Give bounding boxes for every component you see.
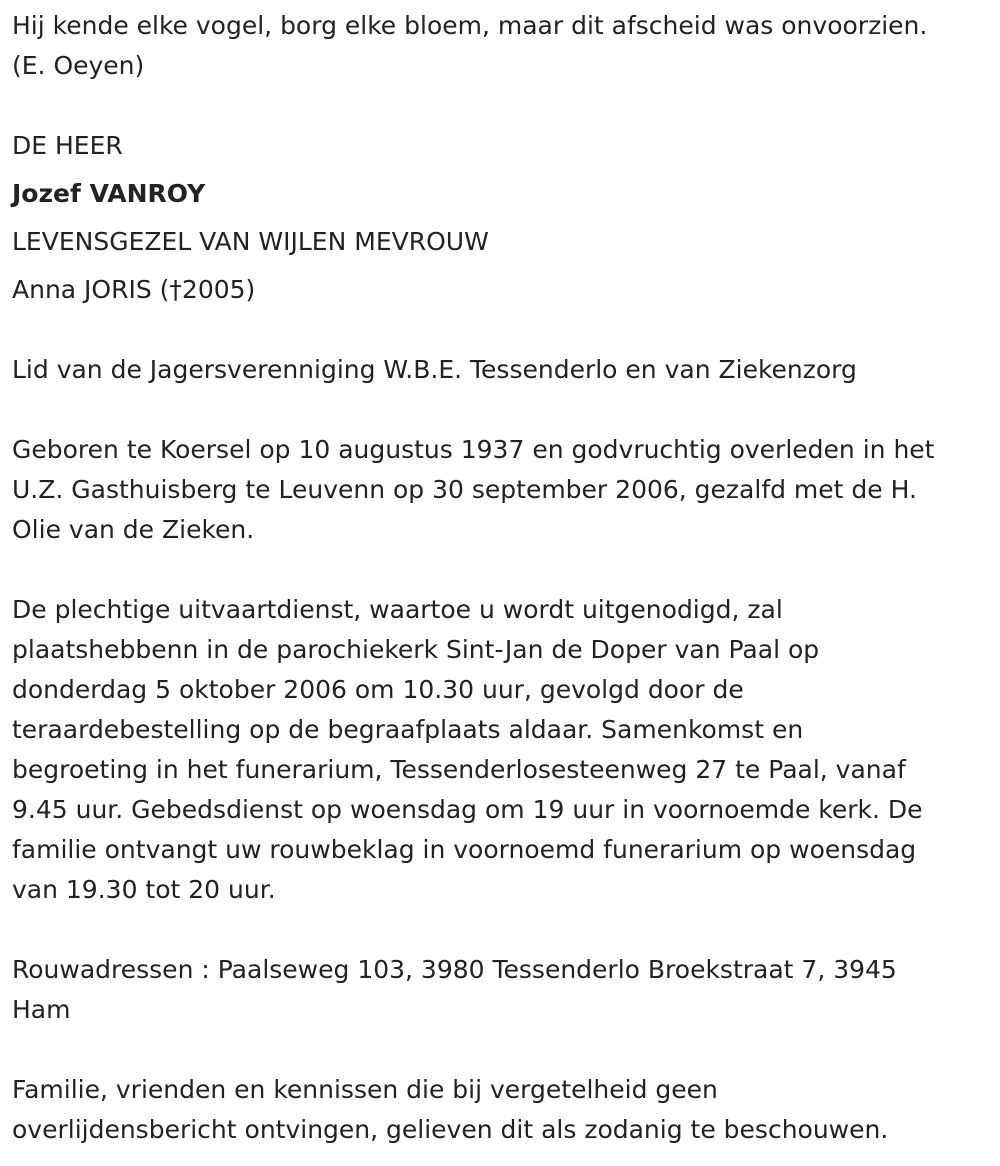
paragraph-line: familie ontvangt uw rouwbeklag in voornoemd funerarium op woensdag xyxy=(12,835,917,864)
deceased-header xyxy=(12,126,988,310)
membership: Lid van de Jagersverenniging W.B.E. Tessenderlo en van Ziekenzorg xyxy=(12,355,857,384)
paragraph-line: donderdag 5 oktober 2006 om 10.30 uur, gevolgd door de xyxy=(12,675,744,704)
paragraph-line: overlijdensbericht ontvingen, gelieven dit als zodanig te beschouwen. xyxy=(12,1115,889,1144)
deceased-name: Jozef VANROY xyxy=(12,179,206,208)
paragraph-line: Rouwadressen : Paalseweg 103, 3980 Tessenderlo Broekstraat 7, 3945 xyxy=(12,955,897,984)
partner-name: Anna JORIS (†2005) xyxy=(12,275,256,304)
paragraph-line: Ham xyxy=(12,995,71,1024)
relation-line: LEVENSGEZEL VAN WIJLEN MEVROUW xyxy=(12,227,489,256)
paragraph-line: U.Z. Gasthuisberg te Leuvenn op 30 september 2006, gezalfd met de H. xyxy=(12,475,917,504)
paragraph-line: Geboren te Koersel op 10 augustus 1937 en godvruchtig overleden in het xyxy=(12,435,935,464)
quote-author: (E. Oeyen) xyxy=(12,51,145,80)
quote xyxy=(12,6,988,86)
quote-text: Hij kende elke vogel, borg elke bloem, maar dit afscheid was onvoorzien. xyxy=(12,11,928,40)
paragraph-line: De plechtige uitvaartdienst, waartoe u wordt uitgenodigd, zal xyxy=(12,595,783,624)
title: DE HEER xyxy=(12,131,123,160)
paragraph-line: Olie van de Zieken. xyxy=(12,515,255,544)
paragraph-line: plaatshebbenn in de parochiekerk Sint-Jan de Doper van Paal op xyxy=(12,635,820,664)
paragraph-line: Familie, vrienden en kennissen die bij vergetelheid geen xyxy=(12,1075,718,1104)
birth-death-paragraph xyxy=(12,430,988,550)
paragraph-line: van 19.30 tot 20 uur. xyxy=(12,875,276,904)
funeral-paragraph xyxy=(12,590,988,910)
paragraph-line: begroeting in het funerarium, Tessenderlosesteenweg 27 te Paal, vanaf xyxy=(12,755,906,784)
closing-paragraph xyxy=(12,1070,988,1150)
paragraph-line: 9.45 uur. Gebedsdienst op woensdag om 19 uur in voornoemde kerk. De xyxy=(12,795,923,824)
addresses-paragraph xyxy=(12,950,988,1030)
paragraph-line: teraardebestelling op de begraafplaats aldaar. Samenkomst en xyxy=(12,715,804,744)
